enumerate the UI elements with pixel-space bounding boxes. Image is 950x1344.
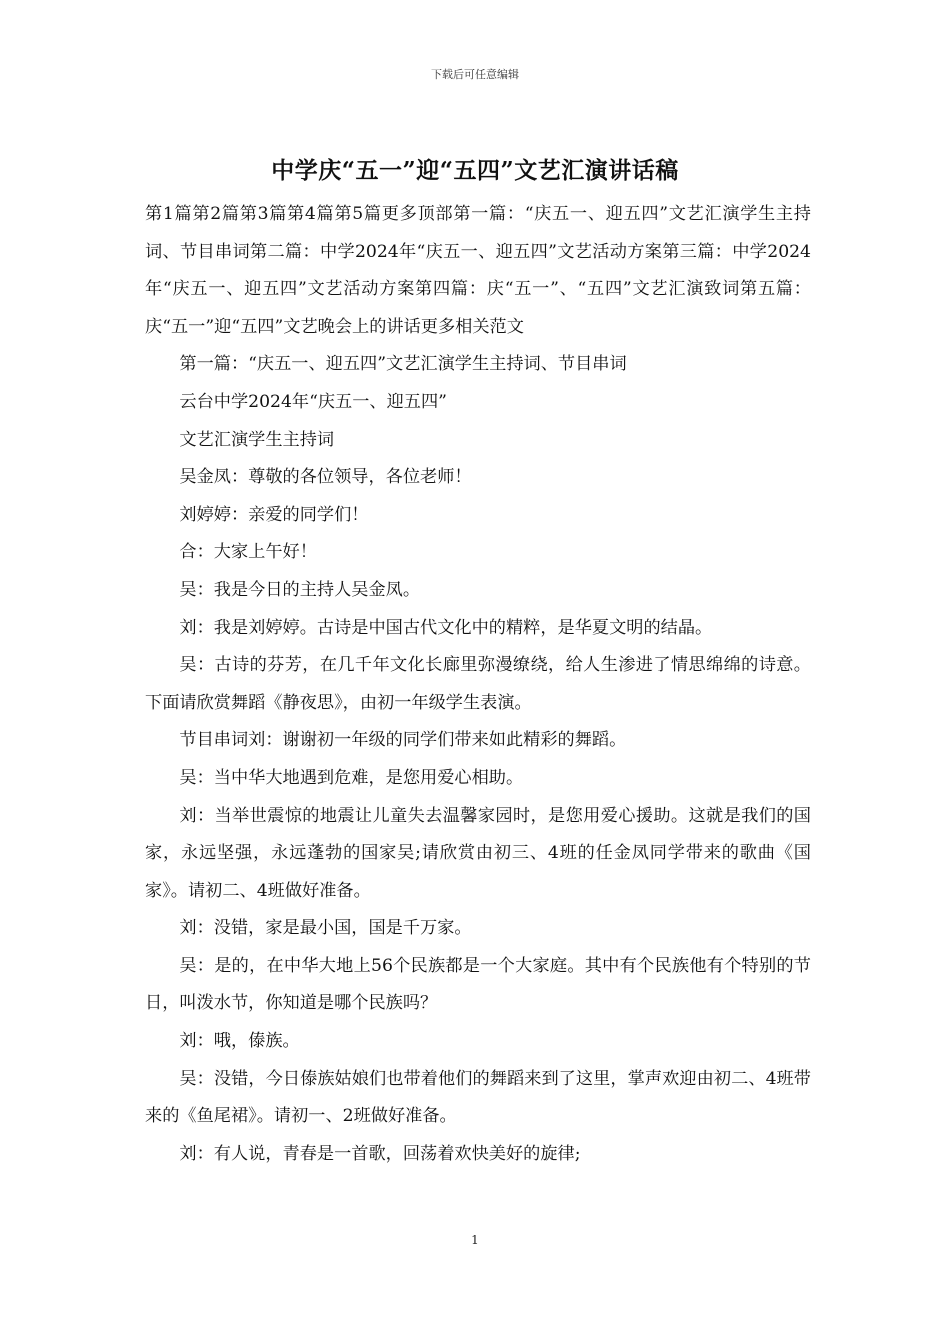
script-line: 刘：有人说，青春是一首歌，回荡着欢快美好的旋律; xyxy=(179,1143,581,1164)
script-line: 刘：没错，家是最小国，国是千万家。 xyxy=(179,918,472,939)
script-line: 节目串词刘：谢谢初一年级的同学们带来如此精彩的舞蹈。 xyxy=(179,730,627,751)
page-number: 1 xyxy=(471,1233,479,1247)
script-line: 吴金凤：尊敬的各位领导，各位老师！ xyxy=(179,467,472,488)
script-line: 吴：古诗的芬芳，在几千年文化长廊里弥漫缭绕，给人生渗进了情思绵绵的诗意。下面请欣赏舞蹈《静夜思》，由初一年级学生表演。 xyxy=(145,655,811,713)
document-body xyxy=(145,196,811,1173)
script-line: 刘婷婷：亲爱的同学们！ xyxy=(179,504,369,525)
document-title: 中学庆“五一”迎“五四”文艺汇演讲话稿 xyxy=(271,157,679,184)
section-heading: 第一篇：“庆五一、迎五四”文艺汇演学生主持词、节目串词 xyxy=(179,354,627,375)
page-header-note: 下载后可任意编辑 xyxy=(431,68,519,81)
script-line: 刘：我是刘婷婷。古诗是中国古代文化中的精粹，是华夏文明的结晶。 xyxy=(179,617,713,638)
script-line: 合：大家上午好！ xyxy=(179,542,317,563)
script-line: 吴：没错，今日傣族姑娘们也带着他们的舞蹈来到了这里，掌声欢迎由初二、4班带来的《鱼尾裙》。请初一、2班做好准备。 xyxy=(145,1068,811,1127)
script-line: 吴：是的，在中华大地上56个民族都是一个大家庭。其中有个民族他有个特别的节日，叫泼水节，你知道是哪个民族吗？ xyxy=(145,955,811,1014)
script-line: 吴：我是今日的主持人吴金凤。 xyxy=(179,579,421,600)
event-title-line: 云台中学2024年“庆五一、迎五四” xyxy=(179,391,447,412)
script-line: 刘：哦，傣族。 xyxy=(179,1031,300,1052)
script-line: 吴：当中华大地遇到危难，是您用爱心相助。 xyxy=(179,767,524,788)
event-subtitle-line: 文艺汇演学生主持词 xyxy=(179,429,335,450)
table-of-contents-paragraph: 第1篇第2篇第3篇第4篇第5篇更多顶部第一篇：“庆五一、迎五四”文艺汇演学生主持词、节目串词第二篇：中学2024年“庆五一、迎五四”文艺活动方案第三篇：中学2024年“庆五一、迎五四”文艺活动方案第四篇：庆“五一”、“五四”文艺汇演致词第五篇：庆“五一”迎“五四”文艺晚会上的讲话更多相关范文 xyxy=(145,204,811,337)
script-line: 刘：当举世震惊的地震让儿童失去温馨家园时，是您用爱心援助。这就是我们的国家，永远坚强，永远蓬勃的国家吴;请欣赏由初三、4班的任金凤同学带来的歌曲《国家》。请初二、4班做好准备。 xyxy=(145,805,811,901)
